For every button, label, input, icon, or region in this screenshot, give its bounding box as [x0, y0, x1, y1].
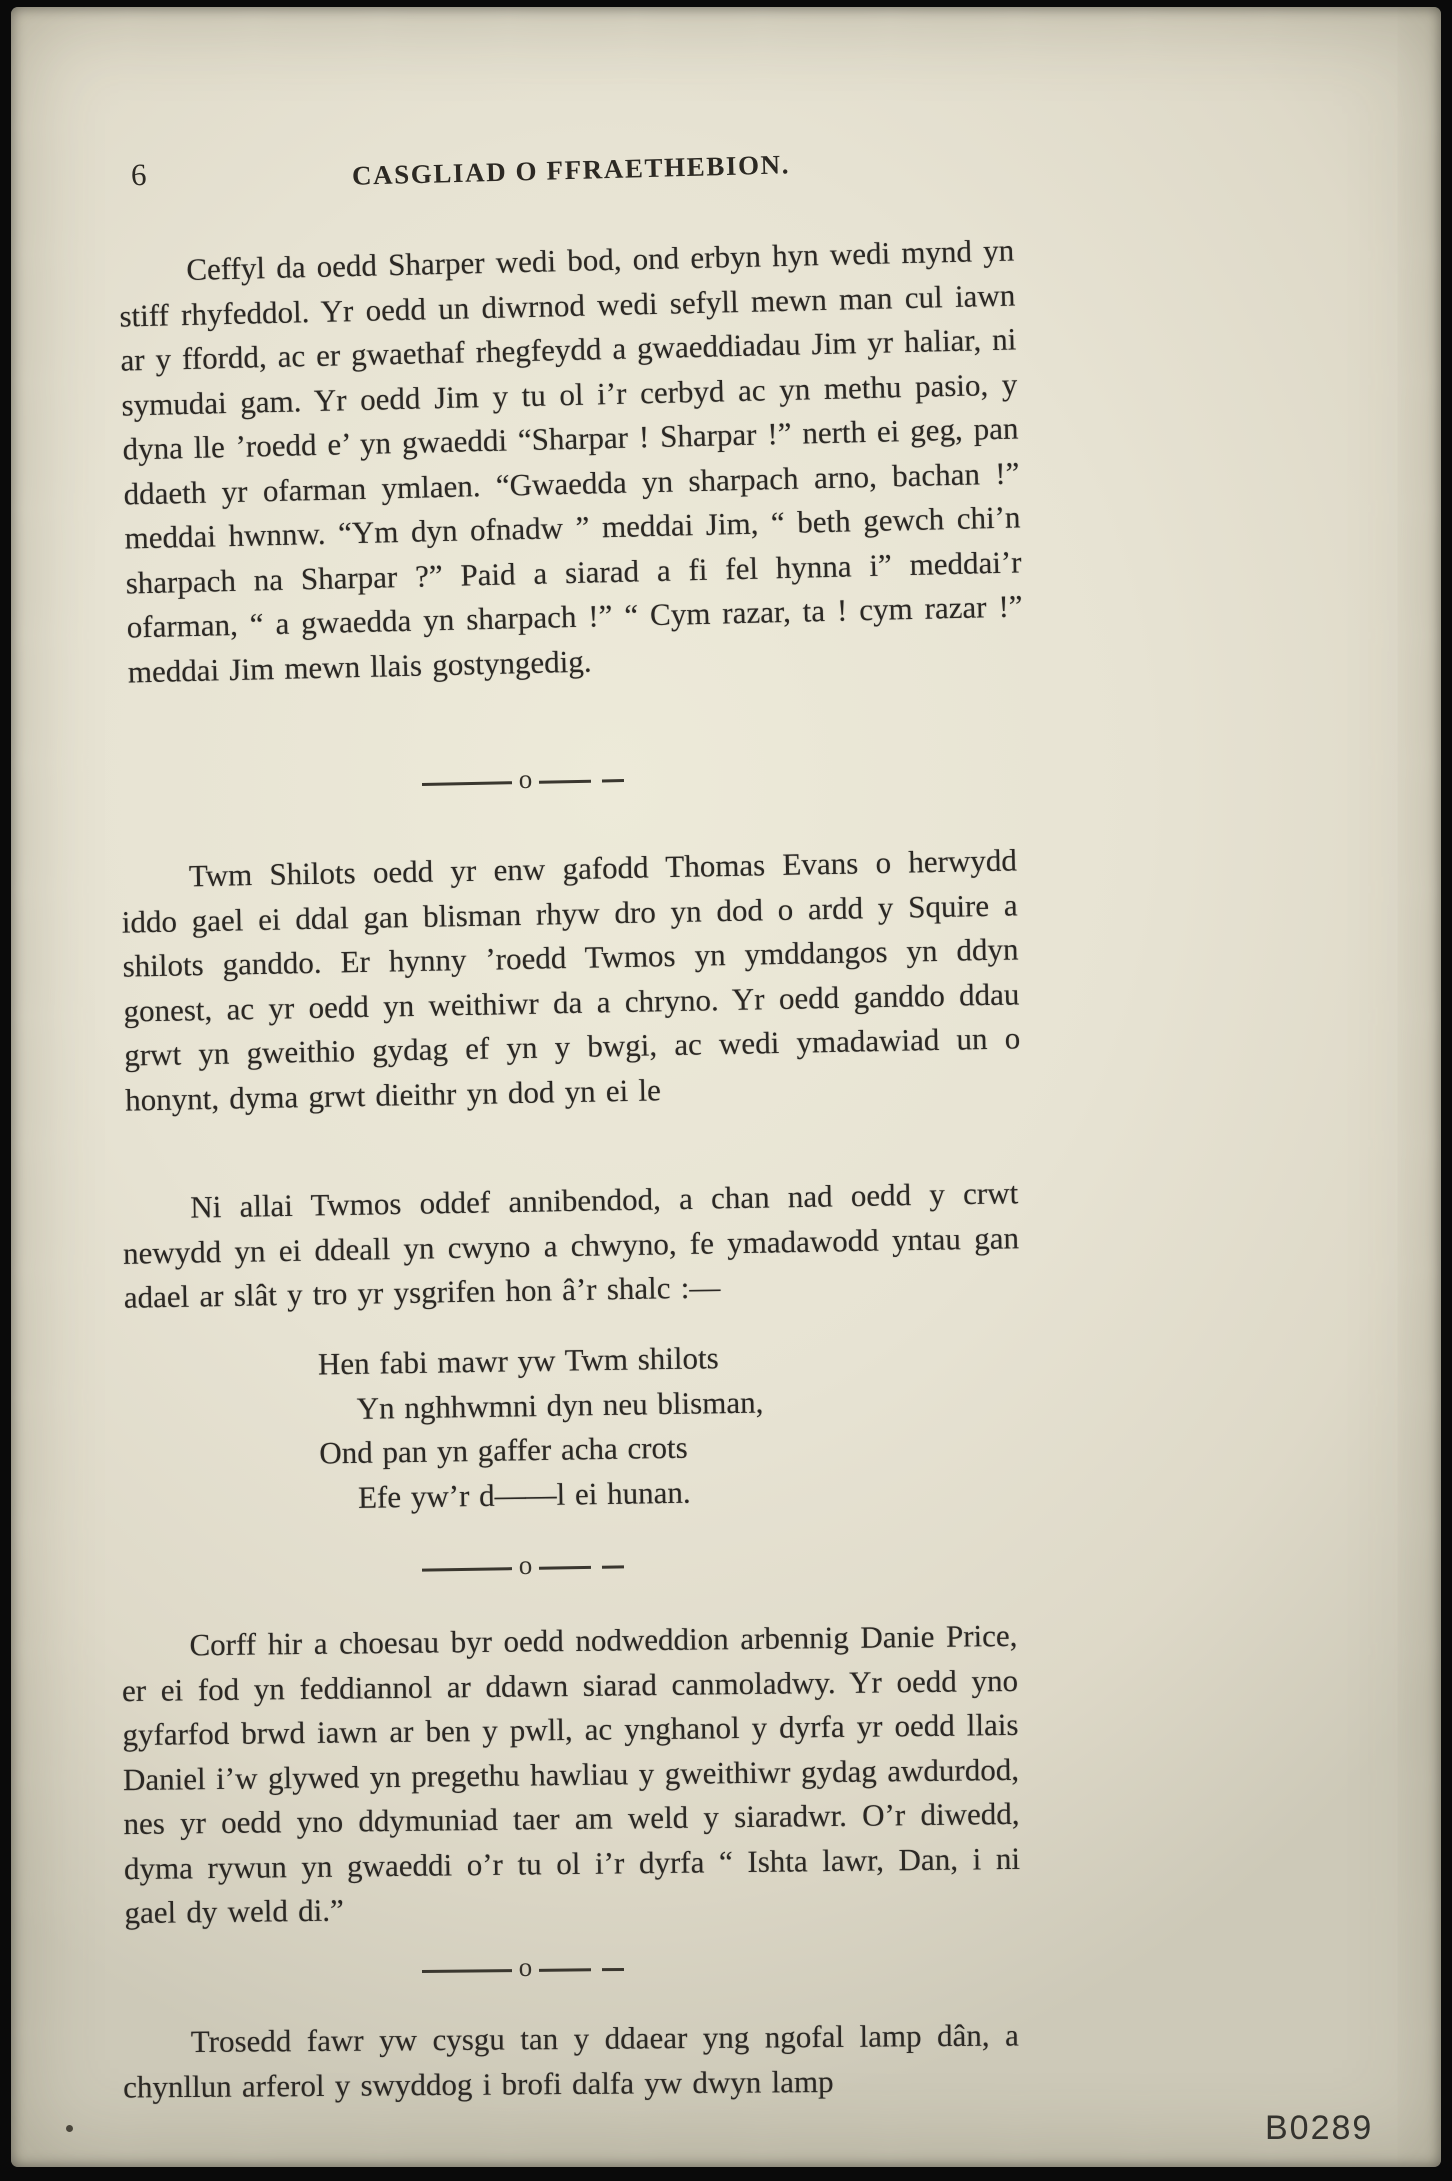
verse-block: [318, 1336, 765, 1521]
section-separator: [123, 1549, 923, 1589]
separator-dash: [602, 779, 624, 783]
separator-o-glyph: o: [518, 763, 533, 795]
catalog-label: B0289: [1265, 2109, 1374, 2147]
paragraph-sharper-anecdote: Ceffyl da oedd Sharper wedi bod, ond erbyn hyn wedi mynd yn stiff rhyfeddol. Yr oedd un diwrnod wedi sefyll mewn man cul iawn ar y ffordd, ac er gwaethaf rhegfeydd a gwaeddiadau Jim yr haliar, ni symudai gam. Yr oedd Jim y tu ol i’r cerbyd ac yn methu pasio, y dyna lle ’roedd e’ yn gwaeddi “Sharpar ! Sharpar !” nerth ei geg, pan ddaeth yr ofarman ymlaen. “Gwaedda yn sharpach arno, bachan !” meddai hwnnw. “Ym dyn ofnadw ” meddai Jim, “ beth gewch chi’n sharpach na Sharpar ?” Paid a siarad a fi fel hynna i” meddai’r ofarman, “ a gwaedda yn sharpach !” “ Cym razar, ta ! cym razar !” meddai Jim mewn llais gostyngedig.: [119, 232, 1023, 689]
separator-dash: [539, 1566, 591, 1570]
verse-line: Efe yw’r d——l ei hunan.: [357, 1474, 691, 1515]
separator-dash: [539, 779, 591, 783]
separator-dash: [422, 781, 512, 786]
separator-dash: [602, 1968, 624, 1972]
verse-line: Yn nghhwmni dyn neu blisman,: [356, 1384, 764, 1426]
paragraph-lamp-offence: Trosedd fawr yw cysgu tan y ddaear yng ngofal lamp dân, a chynllun arferol y swyddog i brofi dalfa yw dwyn lamp: [123, 2017, 1019, 2105]
ink-spot: [66, 2125, 73, 2132]
section-separator: [123, 1953, 923, 1988]
paper-page: [11, 7, 1441, 2167]
separator-o-glyph: o: [518, 1549, 533, 1581]
separator-o-glyph: o: [518, 1951, 533, 1983]
separator-dash: [422, 1567, 512, 1572]
separator-dash: [539, 1968, 591, 1972]
separator-dash: [602, 1565, 624, 1569]
section-separator: [123, 761, 923, 803]
verse-line: Hen fabi mawr yw Twm shilots: [317, 1340, 719, 1382]
paragraph-twm-shilots: Twm Shilots oedd yr enw gafodd Thomas Evans o herwydd iddo gael ei ddal gan blisman rhyw dro yn dod o ardd y Squire a shilots ganddo. Er hynny ’roedd Twmos yn ymddangos yn ddyn gonest, ac yr oedd yn weithiwr da a chryno. Yr oedd ganddo ddau grwt yn gweithio gydag ef yn y bwgi, ac wedi ymadawiad un o honynt, dyma grwt dieithr yn dod yn ei le: [121, 842, 1021, 1118]
paragraph-danie-price: Corff hir a choesau byr oedd nodweddion arbennig Danie Price, er ei fod yn feddiannol ar ddawn siarad canmoladwy. Yr oedd yno gyfarfod brwd iawn ar ben y pwll, ac ynghanol y dyrfa yr oedd llais Daniel i’w glywed yn pregethu hawliau y gweithiwr gydag awdurdod, nes yr oedd yno ddymuniad taer am weld y siaradwr. O’r diwedd, dyma rywun yn gwaeddi o’r tu ol i’r dyrfa “ Ishta lawr, Dan, i ni gael dy weld di.”: [121, 1617, 1021, 1931]
separator-dash: [422, 1969, 512, 1973]
verse-line: Ond pan yn gaffer acha crots: [319, 1429, 688, 1471]
running-header: CASGLIAD O FFRAETHEBION.: [351, 149, 791, 191]
paragraph-twmos-slate: Ni allai Twmos oddef annibendod, a chan nad oedd y crwt newydd yn ei ddeall yn cwyno a chwyno, fe ymadawodd yntau gan adael ar slât y tro yr ysgrifen hon â’r shalc :—: [122, 1175, 1020, 1315]
page-number: 6: [130, 156, 147, 193]
